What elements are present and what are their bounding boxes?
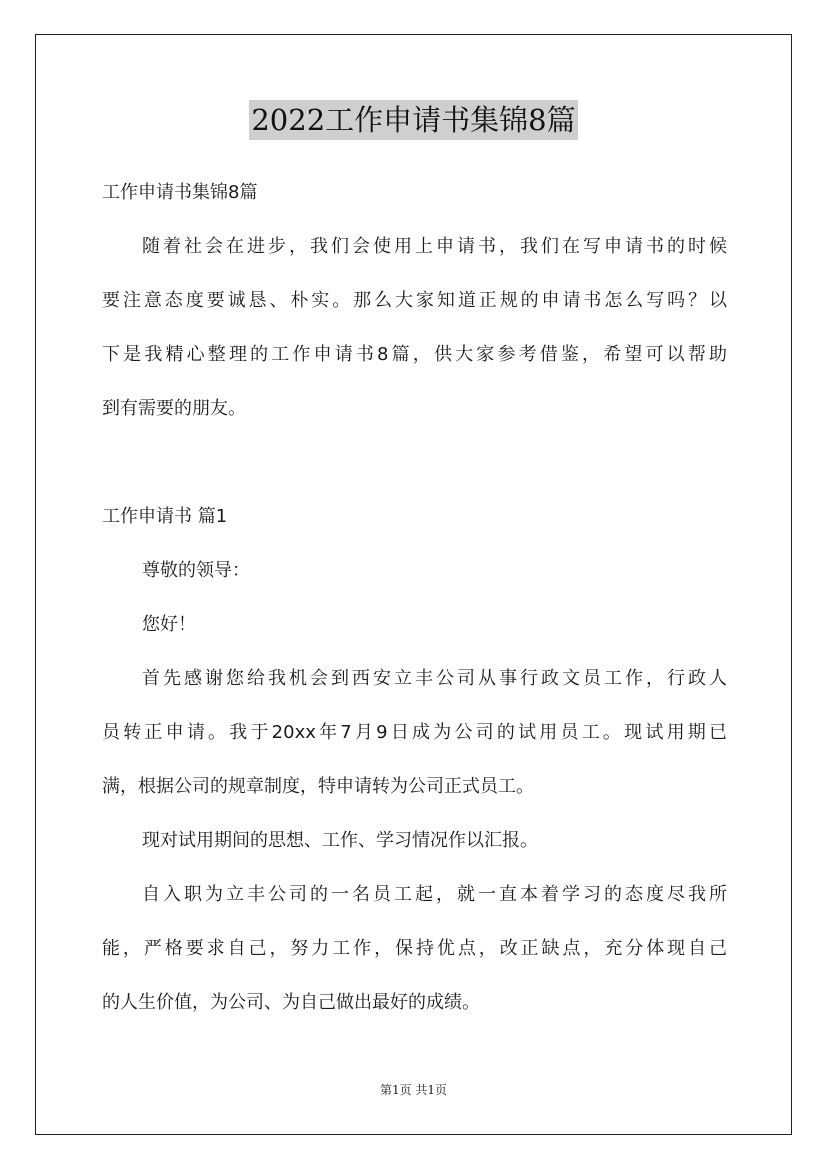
intro-line-4: 到有需要的朋友。	[102, 398, 246, 419]
salutation: 尊敬的领导：	[142, 560, 250, 581]
paragraph-1-line-1: 首先感谢您给我机会到西安立丰公司从事行政文员工作，行政人	[142, 668, 727, 689]
paragraph-1-line-2: 员转正申请。我于20xx年7月9日成为公司的试用员工。现试用期已	[102, 722, 727, 743]
paragraph-3-line-2: 能，严格要求自己，努力工作，保持优点，改正缺点，充分体现自己	[102, 938, 727, 959]
title-container	[0, 100, 827, 140]
paragraph-3-line-3: 的人生价值，为公司、为自己做出最好的成绩。	[102, 992, 480, 1013]
intro-line-1: 随着社会在进步，我们会使用上申请书，我们在写申请书的时候	[142, 236, 727, 257]
document-subtitle: 工作申请书集锦8篇	[102, 182, 258, 203]
paragraph-2: 现对试用期间的思想、工作、学习情况作以汇报。	[142, 830, 538, 851]
greeting: 您好！	[142, 614, 196, 635]
intro-line-3: 下是我精心整理的工作申请书8篇，供大家参考借鉴，希望可以帮助	[102, 344, 727, 365]
page-footer: 第1页 共1页	[379, 1083, 448, 1097]
intro-line-2: 要注意态度要诚恳、朴实。那么大家知道正规的申请书怎么写吗？以	[102, 290, 727, 311]
section-heading: 工作申请书 篇1	[102, 506, 228, 527]
paragraph-1-line-3: 满，根据公司的规章制度，特申请转为公司正式员工。	[102, 776, 534, 797]
document-title: 2022工作申请书集锦8篇	[249, 100, 577, 140]
paragraph-3-line-1: 自入职为立丰公司的一名员工起，就一直本着学习的态度尽我所	[142, 884, 727, 905]
